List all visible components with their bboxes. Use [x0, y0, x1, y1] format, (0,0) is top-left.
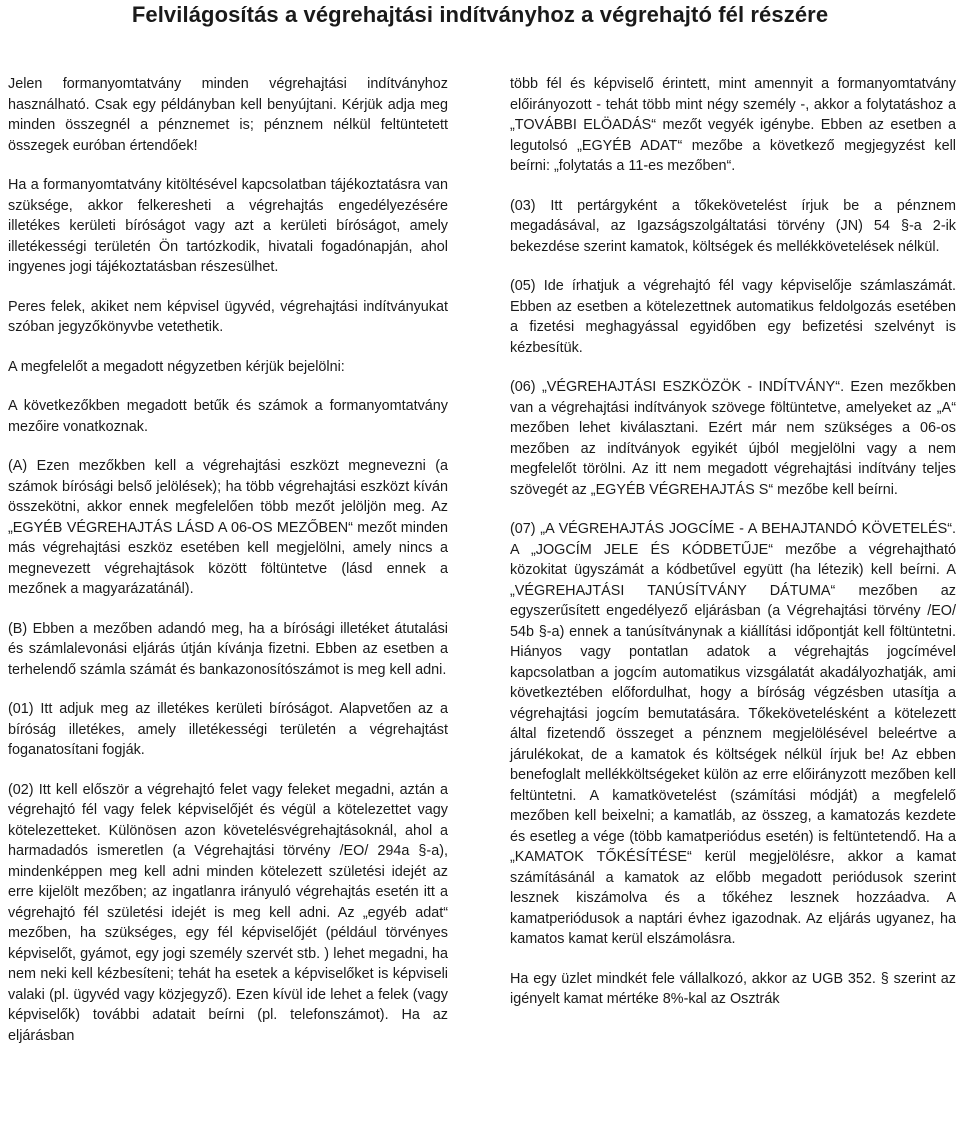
paragraph-text: Ezen mezőkben kell a végrehajtási eszközt megnevezni (a számok bírósági belső jelölések); ha több végrehajtási eszközt kíván összekötni, akkor ennek megfelelően több mezőt jelöljön meg. Az „EGYÉB VÉGREHAJTÁS LÁSD A 06-OS MEZŐBEN“ mezőt minden más végrehajtási eszköz esetében kell megjelölni, amely nincs a megnevezett végrehajtások között föltüntetve (lásd ennek a mezőnek a magyarázatánál).	[8, 458, 448, 597]
paragraph-text: Peres felek, akiket nem képvisel ügyvéd, végrehajtási indítványukat szóban jegyzőkönyvbe vetethetik.	[8, 298, 448, 335]
paragraph-text: A következőkben megadott betűk és számok a formanyomtatvány mezőire vonatkoznak.	[8, 398, 448, 435]
field-code: (01)	[8, 701, 34, 717]
paragraph	[8, 699, 448, 761]
paragraph	[8, 780, 448, 1047]
paragraph-text: Itt adjuk meg az illetékes kerületi bíróságot. Alapvetően az a bíróság illetékes, amely illetékességi területén a végrehajtást foganatosítani fogják.	[8, 701, 449, 758]
paragraph	[510, 276, 956, 358]
paragraph-text: Jelen formanyomtatvány minden végrehajtási indítványhoz használható. Csak egy példányban kell benyújtani. Kérjük adja meg minden összegnél a pénznemet is; pénznem nélkül feltüntetett összegek euróban értendőek!	[8, 76, 448, 154]
paragraph-text: Itt kell először a végrehajtó felet vagy feleket megadni, aztán a végrehajtó fél vagy felek képviselőjét és végül a kötelezettet vagy kötelezetteket. Különösen azon követelésvégrehajtásoknál, ahol a harmadadós ismeretlen (a Végrehajtási törvény /EO/ 294a §-a), mindenképpen meg kell adni minden kötelezett születési idejét az erre kijelölt mezőben; az ingatlanra irányuló végrehajtás esetén itt a végrehajtó fél születési idejét is meg kell adni. Az „egyéb adat“ mezőben, ha szükséges, egy fél képviselőjét (például törvényes képviselőt, gyámot, egy jogi személy szervét stb. ) lehet megadni, ha nem neki kell kézbesíteni; tehát ha esetek a képviselőket is képviseli valaki (pl. ügyvéd vagy közjegyző). Ezen kívül ide lehet a felek (vagy képviselők) további adatait beírni (pl. telefonszámot). Ha az eljárásban	[8, 781, 448, 1044]
paragraph-text: Ebben a mezőben adandó meg, ha a bírósági illetéket átutalási és számlalevonási eljárás útján kívánja fizetni. Ebben az esetben a terhelendő számla számát és bankazonosítószámot is meg kell adni.	[8, 620, 448, 678]
paragraph	[510, 196, 956, 258]
field-code: (07)	[510, 521, 536, 537]
paragraph	[8, 456, 448, 600]
field-code: (02)	[8, 781, 34, 798]
paragraph	[510, 74, 956, 177]
paragraph-text: Itt pertárgyként a tőkekövetelést írjuk be a pénznem megadásával, az Igazságszolgáltatási törvény (JN) 54 §-a 2-ik bekezdése szerint kamatok, költségek és mellékkövetelések nélkül.	[510, 197, 957, 255]
paragraph-text: „A VÉGREHAJTÁS JOGCÍME - A BEHAJTANDÓ KÖVETELÉS“. A „JOGCÍM JELE ÉS KÓDBETŰJE“ mezőbe a végrehajtható közokitat ügyszámát a kódbetűvel együtt (ha létezik) kell beírni. A „VÉGREHAJTÁSI TANÚSÍTVÁNY DÁTUMA“ mezőben az egyszerűsített engedélyező eljárásban (a Végrehajtási törvény /EO/ 54b §-a) ennek a tanúsítványnak a kiállítási időpontját kell föltüntetni. Hiányos vagy pontatlan adatok a végrehajtás jogcímével kapcsolatban a jogcím automatikus vizsgálatát akadályozhatják, ami következtében előfordulhat, hogy a bíróság végzésben utasítja a végrehajtási jogcím bemutatására. Tőkekövetelésként a kötelezett által fizetendő összeget a pénznem megjelölésével beleértve a járulékokat, de a kamatok és költségek nélkül írjuk be! Az ebben benefoglalt mellékköltségeket külön az erre előirányzott mezőben kell feltüntetni. A kamatkövetelést (számítási módját) a megfelelő mezőben kell beixelni; a kamatláb, az összeg, a kamatozás kezdete és esetleg a vége (több kamatperiódus esetén) is feltüntetendő. Ha a „KAMATOK TŐKÉSÍTÉSE“ kerül megjelölésre, akkor a kamat számításánál a kamatok az előbb megadott periódusok szerint lesznek kiszámolva és a tőkéhez lesznek hozzáadva. A kamatperiódusok a naptári évhez igazodnak. Az eljárás ugyanez, ha kamatos kamat kerül elszámolásra.	[510, 521, 956, 947]
paragraph-text: Ha egy üzlet mindkét fele vállalkozó, akkor az UGB 352. § szerint az igényelt kamat mértéke 8%-kal az Osztrák	[510, 970, 956, 1007]
right-column	[510, 74, 956, 1029]
paragraph	[8, 619, 448, 681]
paragraph-text: Ide írhatjuk a végrehajtó fél vagy képviselője számlaszámát. Ebben az esetben a kötelezettnek automatikus feldolgozás esetében a fizetési meghagyással egyidőben egy befizetési szelvényt is kézbesítük.	[510, 278, 956, 356]
paragraph	[510, 969, 956, 1010]
paragraph-text: több fél és képviselő érintett, mint amennyit a formanyomtatvány előirányozott - tehát több mint négy személy -, akkor a folytatáshoz a „TOVÁBBI ELÖADÁS“ mezőt vegyék igénybe. Ebben az esetben a legutolsó „EGYÉB ADAT“ mezőbe a következő megjegyzést kell beírni: „folytatás a 11-es mezőben“.	[510, 76, 956, 174]
field-code: (05)	[510, 278, 536, 294]
field-code: (06)	[510, 379, 536, 395]
paragraph-text: A megfelelőt a megadott négyzetben kérjük bejelölni:	[8, 358, 345, 375]
paragraph	[510, 377, 956, 500]
paragraph	[8, 396, 448, 437]
paragraph-text: „VÉGREHAJTÁSI ESZKÖZÖK - INDÍTVÁNY“. Ezen mezőkben van a végrehajtási indítványok szövege föltüntetve, amelyeket az „A“ mezőben lehet kiválasztani. Ezért már nem szükséges a 06-os mezőben az indítványok egyikét újból megjelölni vagy a nem megfelelőt törölni. Az itt nem megadott végrehajtási indítvány teljes szövegét az „EGYÉB VÉGREHAJTÁS S“ mezőbe kell beírni.	[510, 379, 956, 498]
paragraph	[8, 357, 448, 378]
field-code: (03)	[510, 197, 536, 214]
paragraph	[8, 297, 448, 338]
page-title: Felvilágosítás a végrehajtási indítványhoz a végrehajtó fél részére	[131, 2, 829, 27]
paragraph	[8, 175, 448, 278]
paragraph	[8, 74, 448, 156]
field-code: (A)	[8, 458, 28, 474]
paragraph	[510, 519, 956, 950]
paragraph-text: Ha a formanyomtatvány kitöltésével kapcsolatban tájékoztatásra van szüksége, akkor felkeresheti a végrehajtás engedélyezésére illetékes kerületi bíróságot vagy azt a kerületi bíróságot, amely illetékességi területén Ön tartózkodik, hivatali fogadónapján, ahol ingyenes jogi tájékoztatásban részesülhet.	[8, 177, 448, 275]
field-code: (B)	[8, 620, 28, 637]
left-column	[8, 74, 448, 1065]
